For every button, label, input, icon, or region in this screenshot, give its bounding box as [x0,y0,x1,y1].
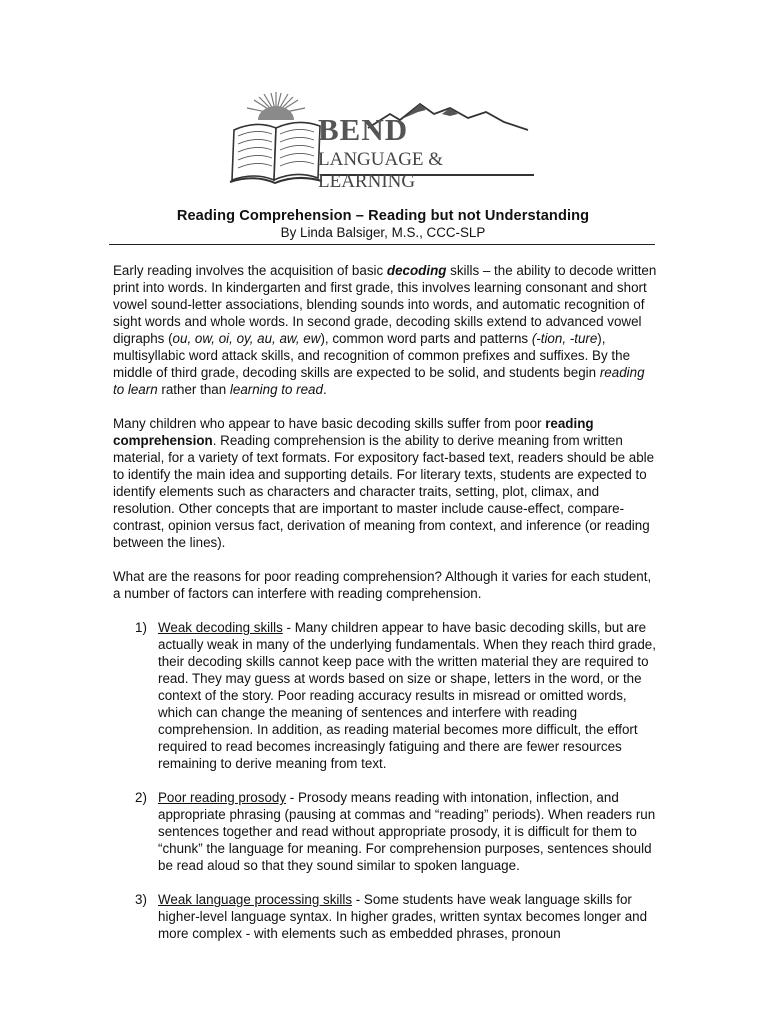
paragraph-comprehension [113,415,658,551]
list-item [113,619,658,772]
bend-language-learning-logo [228,84,538,192]
list-item-text: - Prosody means reading with intonation, inflection, and appropriate phrasing (pausing at commas and “reading” periods). When readers run sentences together and read without appropriate prosody, it is difficult for them to “chunk” the language for meaning. For comprehension purposes, sentences should be read aloud so that they sound similar to spoken language. [158,790,656,873]
list-item [113,789,658,874]
p1-italic-learning-to-read: learning to read [229,382,323,397]
list-item [113,891,658,942]
p1-italic-reading-to-learn: reading to learn [113,365,645,397]
p1-text-6: . [322,382,327,397]
list-item-number: 1) [135,620,147,635]
p2-bold-reading-comprehension: reading comprehension [113,416,594,448]
paragraph-decoding [113,262,658,398]
list-item-text: - Some students have weak language skills for higher-level language syntax. In higher grades, written syntax becomes longer and more complex - with elements such as embedded phrases, pronoun [158,892,648,941]
reasons-list [113,619,658,942]
p1-text-1: Early reading involves the acquisition of basic [113,263,387,278]
p1-italic-suffixes: (-tion, -ture [531,331,598,346]
p1-text-5: rather than [157,382,230,397]
document-header [109,207,657,241]
list-item-text: - Many children appear to have basic decoding skills, but are actually weak in many of the underlying fundamentals. When they reach third grade, their decoding skills cannot keep pace with the written material they are required to read. They may guess at words based on size or shape, letters in the word, or the context of the story. Poor reading accuracy results in misread or omitted words, which can change the meaning of sentences and interfere with reading comprehension. In addition, as reading material becomes more difficult, the effort required to read becomes increasingly fatiguing and there are fewer resources remaining to derive meaning from text. [158,620,656,771]
document-body [113,262,658,959]
p2-text-2: . Reading comprehension is the ability to derive meaning from written material, for a variety of text formats. For expository fact-based text, readers should be able to identify the main idea and supporting details. For literary texts, students are expected to identify elements such as characters and character traits, setting, plot, climax, and resolution. Other concepts that are important to master include cause-effect, compare-contrast, opinion versus fact, derivation of meaning from context, and inference (or reading between the lines). [113,433,655,550]
logo-brand-top: BEND [318,112,409,147]
p2-text-1: Many children who appear to have basic decoding skills suffer from poor [113,416,546,431]
p1-text-4: ), multisyllabic word attack skills, and recognition of common prefixes and suffixes. By the middle of third grade, decoding skills are expected to be solid, and students begin [113,331,631,380]
list-item-number: 2) [135,790,147,805]
p1-italic-digraphs: ou, ow, oi, oy, au, aw, ew [172,331,321,346]
header-divider [109,244,655,245]
list-item-heading: Weak language processing skills [158,892,353,907]
list-item-number: 3) [135,892,147,907]
logo-brand-bottom: LANGUAGE & LEARNING [318,149,444,192]
document-byline: By Linda Balsiger, M.S., CCC-SLP [280,225,486,240]
list-item-heading: Poor reading prosody [158,790,287,805]
paragraph-reasons: What are the reasons for poor reading comprehension? Although it varies for each student, a number of factors can interfere with reading comprehension. [113,569,652,601]
document-title: Reading Comprehension – Reading but not Understanding [176,208,590,224]
list-item-heading: Weak decoding skills [158,620,283,635]
p1-bold-decoding: decoding [386,263,447,278]
p1-text-2: skills – the ability to decode written print into words. In kindergarten and first grade, this involves learning consonant and short vowel sound-letter associations, blending sounds into words, and automatic recognition of sight words and whole words. In second grade, decoding skills extend to advanced vowel digraphs ( [113,263,657,346]
p1-text-3: ), common word parts and patterns [320,331,532,346]
